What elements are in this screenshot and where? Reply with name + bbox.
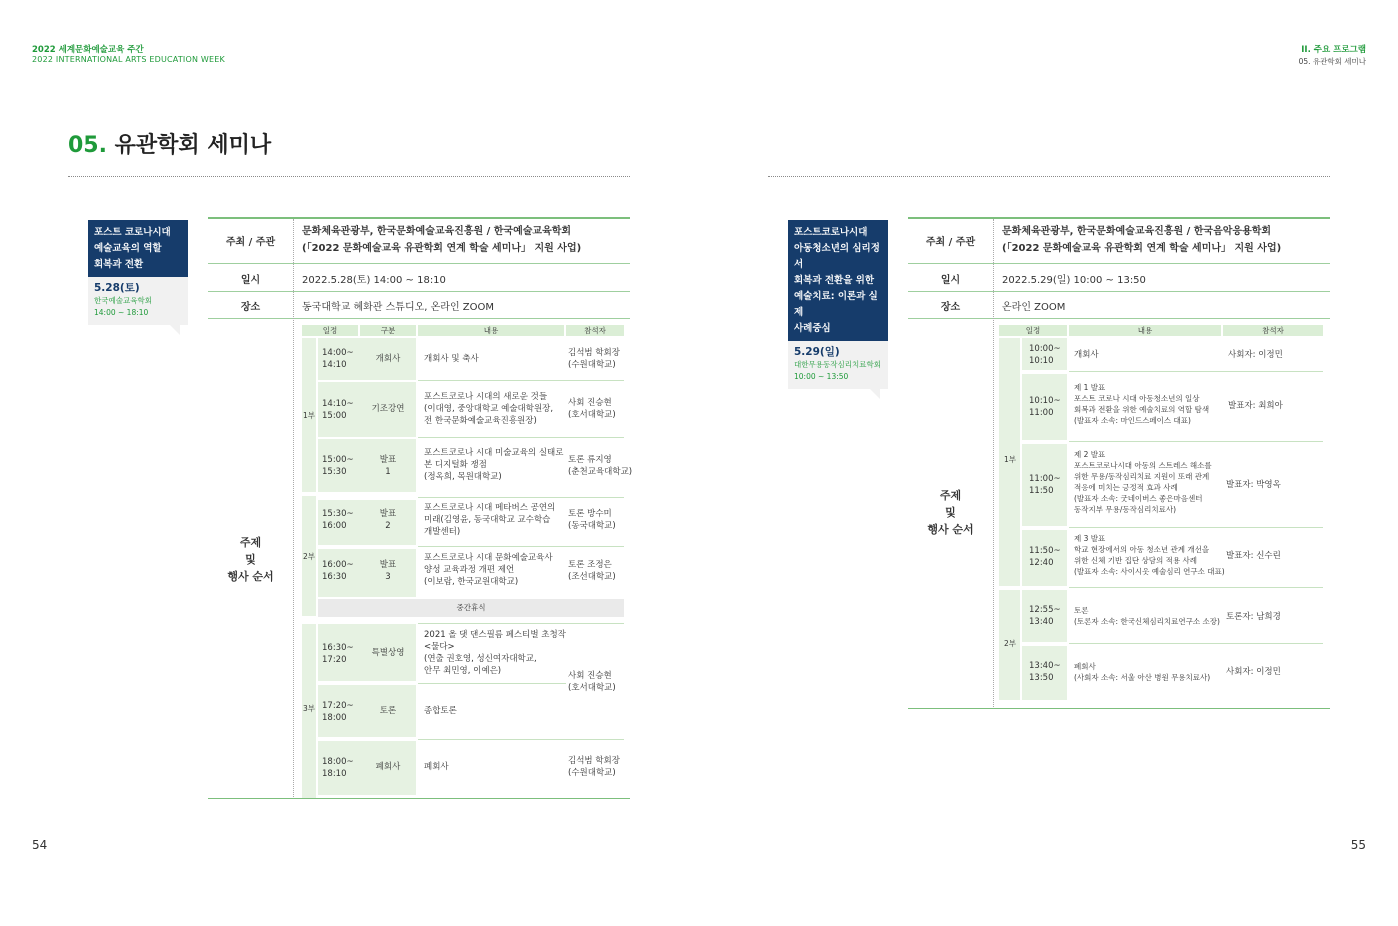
title-divider-left — [68, 176, 630, 177]
left-row7-time: 17:20~ 18:00 — [322, 701, 354, 723]
right-session-badge — [788, 220, 888, 399]
left-part-2: 2부 — [303, 552, 316, 561]
right-row4-content: 제 3 발표 학교 현장에서의 아동 청소년 관계 개선을 위한 신체 기반 집단 상담의 적용 사례 (발표자 소속: 사이시옷 예술심리 연구소 대표) — [1074, 534, 1225, 576]
right-part-2: 2부 — [1004, 639, 1017, 648]
right-row6-time: 13:40~ 13:50 — [1029, 661, 1061, 683]
left-row5-time: 16:00~ 16:30 — [322, 560, 354, 582]
left-host-label: 주최 / 주관 — [225, 237, 276, 248]
page-title: 05. 유관학회 세미나 — [68, 133, 272, 158]
left-row2-content: 포스트코로나 시대의 새로운 것들 (이대영, 중앙대학교 예술대학원장, 전 한국문화예술교육진흥원장) — [424, 392, 554, 426]
right-row4-attendee: 발표자: 신수린 — [1226, 551, 1281, 561]
left-row3-content: 포스트코로나 시대 미술교육의 실태로 본 디지털화 쟁점 (정옥희, 목원대학교) — [424, 448, 564, 482]
left-row5-type: 발표 3 — [379, 560, 397, 582]
right-row3-attendee: 발표자: 박영옥 — [1226, 480, 1281, 490]
left-session3-attendee: 사회 진승현 (호서대학교) — [568, 671, 616, 693]
right-badge-org: 대한무용동작심리치료학회 — [794, 360, 881, 369]
right-row6-attendee: 사회자: 이정민 — [1226, 667, 1281, 677]
left-row7-content: 종합토론 — [424, 706, 457, 716]
right-th-time: 일정 — [999, 325, 1067, 336]
right-row2-attendee: 발표자: 최희아 — [1228, 401, 1283, 411]
left-row1-attendee: 김석범 학회장 (수원대학교) — [568, 348, 620, 370]
right-row2-content: 제 1 발표 포스트 코로나 시대 아동청소년의 일상 회복과 전환을 위한 예술치료의 역할 탐색 (발표자 소속: 마인드스페이스 대표) — [1074, 383, 1210, 425]
left-th-attendee: 참석자 — [566, 325, 624, 336]
right-place-value: 온라인 ZOOM — [1002, 302, 1066, 313]
left-row4-time: 15:30~ 16:00 — [322, 509, 354, 531]
page-number-right: 55 — [1350, 838, 1366, 852]
right-row2-time: 10:10~ 11:00 — [1029, 396, 1061, 418]
right-row1-time: 10:00~ 10:10 — [1029, 344, 1061, 366]
right-row5-content: 토론 (토론자 소속: 한국신체심리치료연구소 소장) — [1074, 606, 1220, 626]
left-row3-type: 발표 1 — [379, 455, 397, 477]
left-row8-content: 폐회사 — [424, 762, 449, 772]
left-row2-attendee: 사회 진승현 (호서대학교) — [568, 398, 616, 420]
left-row4-attendee: 토론 방수미 (동국대학교) — [568, 509, 616, 531]
right-badge-title: 포스트코로나시대 아동청소년의 심리정서 회복과 전환을 위한 예술치료: 이론과 실제 사례중심 — [788, 220, 888, 341]
right-row4-time: 11:50~ 12:40 — [1029, 546, 1061, 568]
left-row5-content: 포스트코로나 시대 문화예술교육사 양성 교육과정 개편 제언 (이보람, 한국교원대학교) — [424, 553, 553, 587]
right-badge-time: 10:00 ~ 13:50 — [794, 372, 849, 381]
left-row1-content: 개회사 및 축사 — [424, 354, 479, 364]
right-row1-attendee: 사회자: 이정민 — [1228, 350, 1283, 360]
left-date-label: 일시 — [240, 275, 261, 286]
left-row5-attendee: 토론 조정은 (조선대학교) — [568, 560, 616, 582]
left-row4-content: 포스트코로나 시대 메타버스 공연의 미래(김영윤, 동국대학교 교수학습 개발센터) — [424, 503, 556, 537]
left-th-time: 일정 — [302, 325, 358, 336]
right-row5-attendee: 토론자: 남희경 — [1226, 612, 1281, 622]
left-row8-type: 폐회사 — [375, 762, 401, 772]
left-th-content: 내용 — [418, 325, 564, 336]
right-th-attendee: 참석자 — [1223, 325, 1323, 336]
left-badge-date: 5.28(토) — [94, 282, 140, 294]
left-row1-type: 개회사 — [375, 354, 401, 364]
left-badge-time: 14:00 ~ 18:10 — [94, 308, 149, 317]
header-section: II. 주요 프로그램 — [1301, 45, 1366, 55]
right-row3-time: 11:00~ 11:50 — [1029, 474, 1061, 496]
right-host-value: 문화체육관광부, 한국문화예술교육진흥원 / 한국음악응용학회 (「2022 문화예술교육 유관학회 연계 학술 세미나」 지원 사업) — [1002, 226, 1282, 254]
right-part-1: 1부 — [1004, 455, 1017, 464]
left-row8-attendee: 김석범 학회장 (수원대학교) — [568, 756, 620, 778]
left-row2-time: 14:10~ 15:00 — [322, 399, 354, 421]
left-session-badge — [88, 220, 188, 335]
left-part-1: 1부 — [303, 411, 316, 420]
left-badge-org: 한국예술교육학회 — [94, 296, 152, 305]
left-row3-time: 15:00~ 15:30 — [322, 455, 354, 477]
left-date-value: 2022.5.28(토) 14:00 ~ 18:10 — [302, 275, 446, 286]
left-th-type: 구분 — [360, 325, 416, 336]
right-date-value: 2022.5.29(일) 10:00 ~ 13:50 — [1002, 275, 1146, 286]
left-row8-time: 18:00~ 18:10 — [322, 757, 354, 779]
left-row2-type: 기조강연 — [371, 404, 405, 414]
page-number-left: 54 — [32, 838, 48, 852]
left-row6-time: 16:30~ 17:20 — [322, 643, 354, 665]
left-place-value: 동국대학교 혜화관 스튜디오, 온라인 ZOOM — [302, 302, 495, 313]
left-host-value: 문화체육관광부, 한국문화예술교육진흥원 / 한국예술교육학회 (「2022 문화예술교육 유관학회 연계 학술 세미나」 지원 사업) — [302, 226, 582, 254]
right-row1-content: 개회사 — [1074, 350, 1099, 360]
left-program-label: 주제 및 행사 순서 — [227, 536, 274, 583]
right-date-label: 일시 — [940, 275, 961, 286]
right-host-label: 주최 / 주관 — [925, 237, 976, 248]
header-title-en: 2022 INTERNATIONAL ARTS EDUCATION WEEK — [32, 55, 225, 64]
right-row5-time: 12:55~ 13:40 — [1029, 605, 1061, 627]
left-row1-time: 14:00~ 14:10 — [322, 348, 354, 370]
left-break-row: 중간휴식 — [318, 599, 624, 617]
left-part-3: 3부 — [303, 704, 316, 713]
left-row3-attendee: 토론 류지영 (춘천교육대학교) — [568, 455, 633, 477]
title-divider-right — [768, 176, 1330, 177]
right-row3-content: 제 2 발표 포스트코로나시대 아동의 스트레스 해소를 위한 무용/동작심리치료 지원이 또래 관계 적응에 미치는 긍정적 효과 사례 (발표자 소속: 굿네이버스 좋은마음센터 동작지부 무용/동작심리치료사) — [1074, 450, 1212, 514]
right-badge-date: 5.29(일) — [794, 346, 840, 358]
left-row7-type: 토론 — [379, 706, 397, 716]
header-subsection: 05. 유관학회 세미나 — [1298, 57, 1366, 66]
header-title-ko: 2022 세계문화예술교육 주간 — [32, 45, 144, 55]
left-badge-title: 포스트 코로나시대 예술교육의 역할 회복과 전환 — [88, 220, 188, 277]
left-row6-type: 특별상영 — [371, 648, 405, 658]
right-place-label: 장소 — [940, 302, 961, 313]
left-row6-content: 2021 올 댓 댄스필름 페스티벌 초청작 <물다> (연출 권호영, 성신여자대학교, 안무 최민영, 이예은) — [424, 630, 566, 676]
left-row4-type: 발표 2 — [379, 509, 397, 531]
right-row6-content: 폐회사 (사회자 소속: 서울 아산 병원 무용치료사) — [1074, 662, 1211, 682]
left-place-label: 장소 — [240, 302, 261, 313]
right-program-label: 주제 및 행사 순서 — [927, 489, 974, 536]
right-th-content: 내용 — [1069, 325, 1221, 336]
